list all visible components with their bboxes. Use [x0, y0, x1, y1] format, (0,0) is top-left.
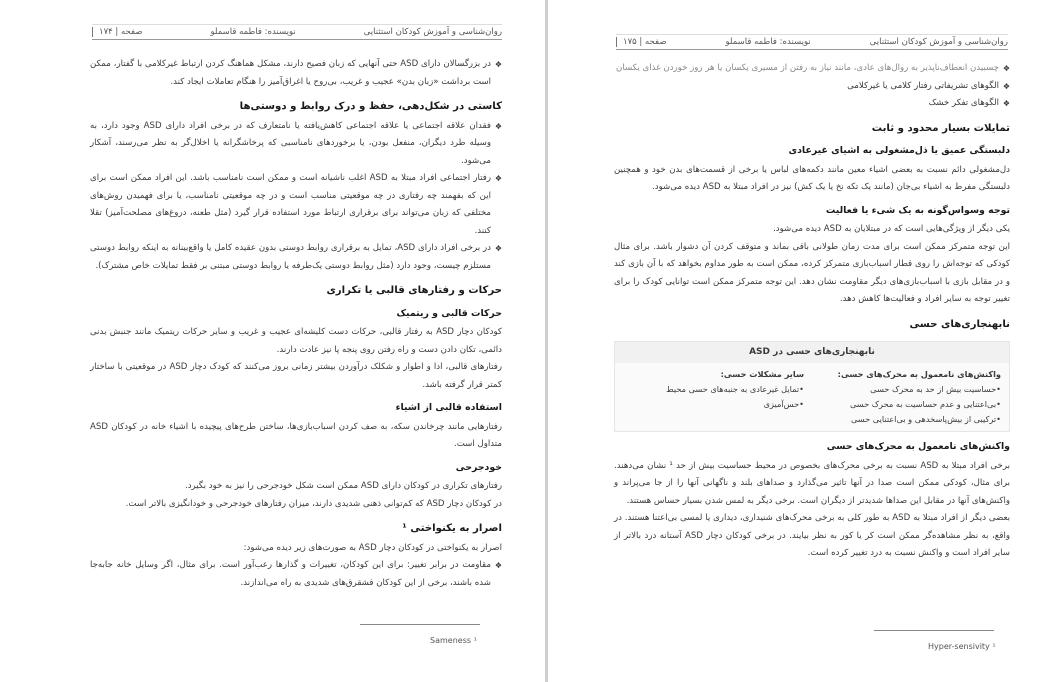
footnote: Hyper-sensivity ¹: [928, 642, 996, 651]
subsection-heading: استفاده قالبی از اشیاء: [395, 402, 502, 413]
section-heading: تمایلات بسیار محدود و ثابت: [871, 122, 1010, 134]
subsection-heading: واکنش‌های نامعمول به محرک‌های حسی: [826, 441, 1010, 452]
paragraph: در کودکان دچار ASD که کم‌توانی ذهنی شدیدی دارند، میزان رفتارهای خودجرحی و خودانگیزی بالاتر است.: [125, 498, 502, 509]
book-title: روان‌شناسی و آموزش کودکان استثنایی: [869, 37, 1008, 47]
table-columns: [615, 363, 1009, 431]
subsection-heading: خودجرحی: [455, 461, 502, 473]
table-column-header: سایر مشکلات حسی:: [720, 369, 804, 379]
paragraph: کودکان دچار ASD به رفتار قالبی، حرکات دست کلیشه‌ای عجیب و غریب و سایر حرکات ریتمیک مانند جنبش بدنی دائمی، تکان دادن دست و راه رفتن روی پنجه پا نیز عادت دارند.: [90, 327, 502, 355]
bullet-paragraph: ❖ مقاومت در برابر تغییر: برای این کودکان، تغییرات و گذارها رعب‌آور است. برای مثال، اگر وسایل خانه جابه‌جا شده باشند، برخی از این کودکان قشقرق‌های شدیدی به راه می‌اندازند.: [90, 557, 502, 592]
paragraph: بعضی دیگر از افراد مبتلا به ASD به طور کلی به برخی محرک‌های شنیداری، دیداری یا لمسی بی‌اعتنا هستند. در واقع، به نظر مشاهده‌گر ممکن است کر یا کور به نظر بیایند. در برخی کودکان دچار ASD آستانه درد بالاتر از سایر افراد است و واکنش نسبت به درد تغییر کرده است.: [614, 513, 1011, 558]
bullet-paragraph: ❖ فقدان علاقه اجتماعی یا علاقه اجتماعی کاهش‌یافته یا نامتعارف که در برخی افراد دارای ASD وجود دارد، به وسیله طرد دیگران، منفعل بودن، یا برخوردهای نامناسبی که پرخاشگرانه یا اخلال‌گر به نظر می‌رسند، آشکار می‌شود.: [90, 118, 502, 171]
footnote-divider: [360, 624, 480, 625]
page-number: صفحه | ۱۷۵: [616, 37, 667, 47]
page-header: [92, 24, 502, 40]
paragraph: این توجه متمرکز ممکن است برای مدت زمان طولانی باقی بماند و متوقف کردن آن دشوار باشد. برای مثال کودکی که توجه‌اش را روی قطار اسباب‌بازی متمرکز کرده، ممکن است به طور مداوم بخواهد که با آن بازی کند و در مقابل بازی با اسباب‌بازی‌های دیگر مقاومت نشان دهد. این توجه متمرکز ممکن است توانایی کودک را برای تغییر توجه به سایر افراد و فعالیت‌ها کاهش دهد.: [614, 241, 1010, 304]
sensory-table: [614, 341, 1010, 432]
book-title: روان‌شناسی و آموزش کودکان استثنایی: [363, 27, 502, 37]
section-heading: اصرار به یکنواختی ¹: [402, 523, 502, 534]
author-name: نویسنده: فاطمه قاسملو: [725, 37, 811, 47]
page-body: [614, 60, 1010, 563]
author-name: نویسنده: فاطمه قاسملو: [210, 27, 296, 37]
subsection-heading: حرکات قالبی و ریتمیک: [396, 307, 502, 319]
page-body: [90, 56, 502, 592]
right-body-top: [614, 60, 1010, 333]
table-caption: نابهنجاری‌های حسی در ASD: [615, 342, 1009, 363]
paragraph: رفتارهایی مانند چرخاندن سکه، به صف کردن اسباب‌بازی‌ها، ساختن طرح‌های پیچیده با اشیاء خانه در کودکان ASD متداول است.: [90, 421, 502, 449]
section-heading: حرکات و رفتارهای قالبی یا تکراری: [326, 285, 502, 296]
table-cell: •ترکیبی از بیش‌پاسخدهی و بی‌اعتنایی حسی: [850, 414, 1001, 424]
paragraph: یکی دیگر از ویژگی‌هایی است که در مبتلایان به ASD دیده می‌شود.: [773, 224, 1010, 234]
bullet-paragraph: ❖ در برخی افراد دارای ASD، تمایل به برقراری روابط دوستی بدون عقیده کامل یا واقع‌بینانه به اینکه روابط دوستی مستلزم چیست، وجود دارد (مثل روابط دوستی یک‌طرفه یا روابط دوستی مبتنی بر فقط تمایلات خاص مشترک).: [90, 240, 502, 275]
paragraph: اصرار به یکنواختی در کودکان دچار ASD به صورت‌های زیر دیده می‌شود:: [243, 542, 502, 553]
table-cell: •حس‌آمیزی: [763, 399, 804, 409]
table-column-other-problems: [615, 363, 812, 431]
table-cell: •تمایل غیرعادی به جنبه‌های حسی محیط: [666, 384, 804, 394]
section-heading: نابهنجاری‌های حسی: [909, 318, 1010, 330]
table-cell: •حساسیت بیش از حد به محرک حسی: [870, 384, 1001, 394]
section-heading: کاستی در شکل‌دهی، حفظ و درک روابط و دوستی‌ها: [239, 101, 502, 112]
right-page: [548, 0, 1041, 682]
bullet-paragraph: ❖ الگوهای تشریفاتی رفتار کلامی یا غیرکلامی: [614, 78, 1010, 96]
paragraph: دل‌مشغولی دائم نسبت به بعضی اشیاء معین مانند دکمه‌های لباس یا برخی از قسمت‌های بدن خود و همچنین دلبستگی مفرط به اشیاء بی‌جان (مانند یک تکه نخ یا یک کش) نیز در افراد مبتلا به ASD دیده می‌شود.: [614, 164, 1010, 192]
subsection-heading: توجه وسواس‌گونه به یک شیء یا فعالیت: [825, 204, 1010, 216]
bullet-paragraph: ❖ رفتار اجتماعی افراد مبتلا به ASD اغلب ناشیانه است و ممکن است نامناسب باشد. این افراد ممکن است برای این که بفهمند چه رفتاری در چه موقعیتی مناسب است و در چه موقعیتی نامناسب، یا برای فهمیدن روش‌های مختلفی که زبان می‌تواند برای برقراری ارتباط مورد استفاده قرار گیرد (مثل طعنه، دروغ‌های مصلحت‌آمیز) تقلا کنند.: [90, 170, 502, 240]
bullet-paragraph: ❖ در بزرگسالان دارای ASD حتی آنهایی که زبان فصیح دارند، مشکل هماهنگ کردن ارتباط غیرکلامی با گفتار، ممکن است برداشت «زبان بدن» عجیب و غریب، بی‌روح یا اغراق‌آمیز را هنگام تعاملات ایجاد کند.: [90, 56, 502, 91]
table-column-unusual-reactions: [812, 363, 1009, 431]
bullet-paragraph: ❖ چسبیدن انعطاف‌ناپذیر به روال‌های عادی، مانند نیاز به رفتن از مسیری یکسان یا هر روز خوردن غذای یکسان: [614, 60, 1010, 78]
table-column-header: واکنش‌های نامعمول به محرک‌های حسی:: [837, 369, 1001, 379]
footnote-divider: [874, 630, 994, 631]
paragraph: رفتارهای تکراری در کودکان دارای ASD ممکن است شکل خودجرحی را نیز به خود بگیرد.: [184, 481, 502, 491]
paragraph: رفتارهای قالبی، ادا و اطوار و شکلک درآوردن بیشتر زمانی بروز می‌کنند که کودک دچار ASD در موقعیتی با ساختار کمتر قرار گرفته باشد.: [90, 362, 502, 390]
subsection-heading: دلبستگی عمیق یا ذل‌مشغولی به اشیای غیرعادی: [788, 145, 1010, 156]
bullet-paragraph: ❖ الگوهای تفکر خشک: [614, 95, 1010, 113]
table-cell: •بی‌اعتنایی و عدم حساسیت به محرک حسی: [849, 399, 1001, 409]
page-header: [616, 34, 1008, 50]
paragraph: برخی افراد مبتلا به ASD نسبت به برخی محرک‌های بخصوص در محیط حساسیت بیش از حد ¹ نشان می‌دهند. برای مثال، کودکی ممکن است صدا در آنها تاثیر می‌گذارد و صداهای بلند و ناگهانی آنها را از جا می‌پراند و واکنش‌های آنها در مقابل این صداها شدیدتر از دیگران است. برخی دیگر به لمس شدن بسیار حساس هستند.: [614, 460, 1010, 506]
right-body-bottom: [614, 438, 1010, 563]
page-number: صفحه | ۱۷۴: [92, 27, 143, 37]
footnote: Sameness ¹: [430, 636, 477, 645]
